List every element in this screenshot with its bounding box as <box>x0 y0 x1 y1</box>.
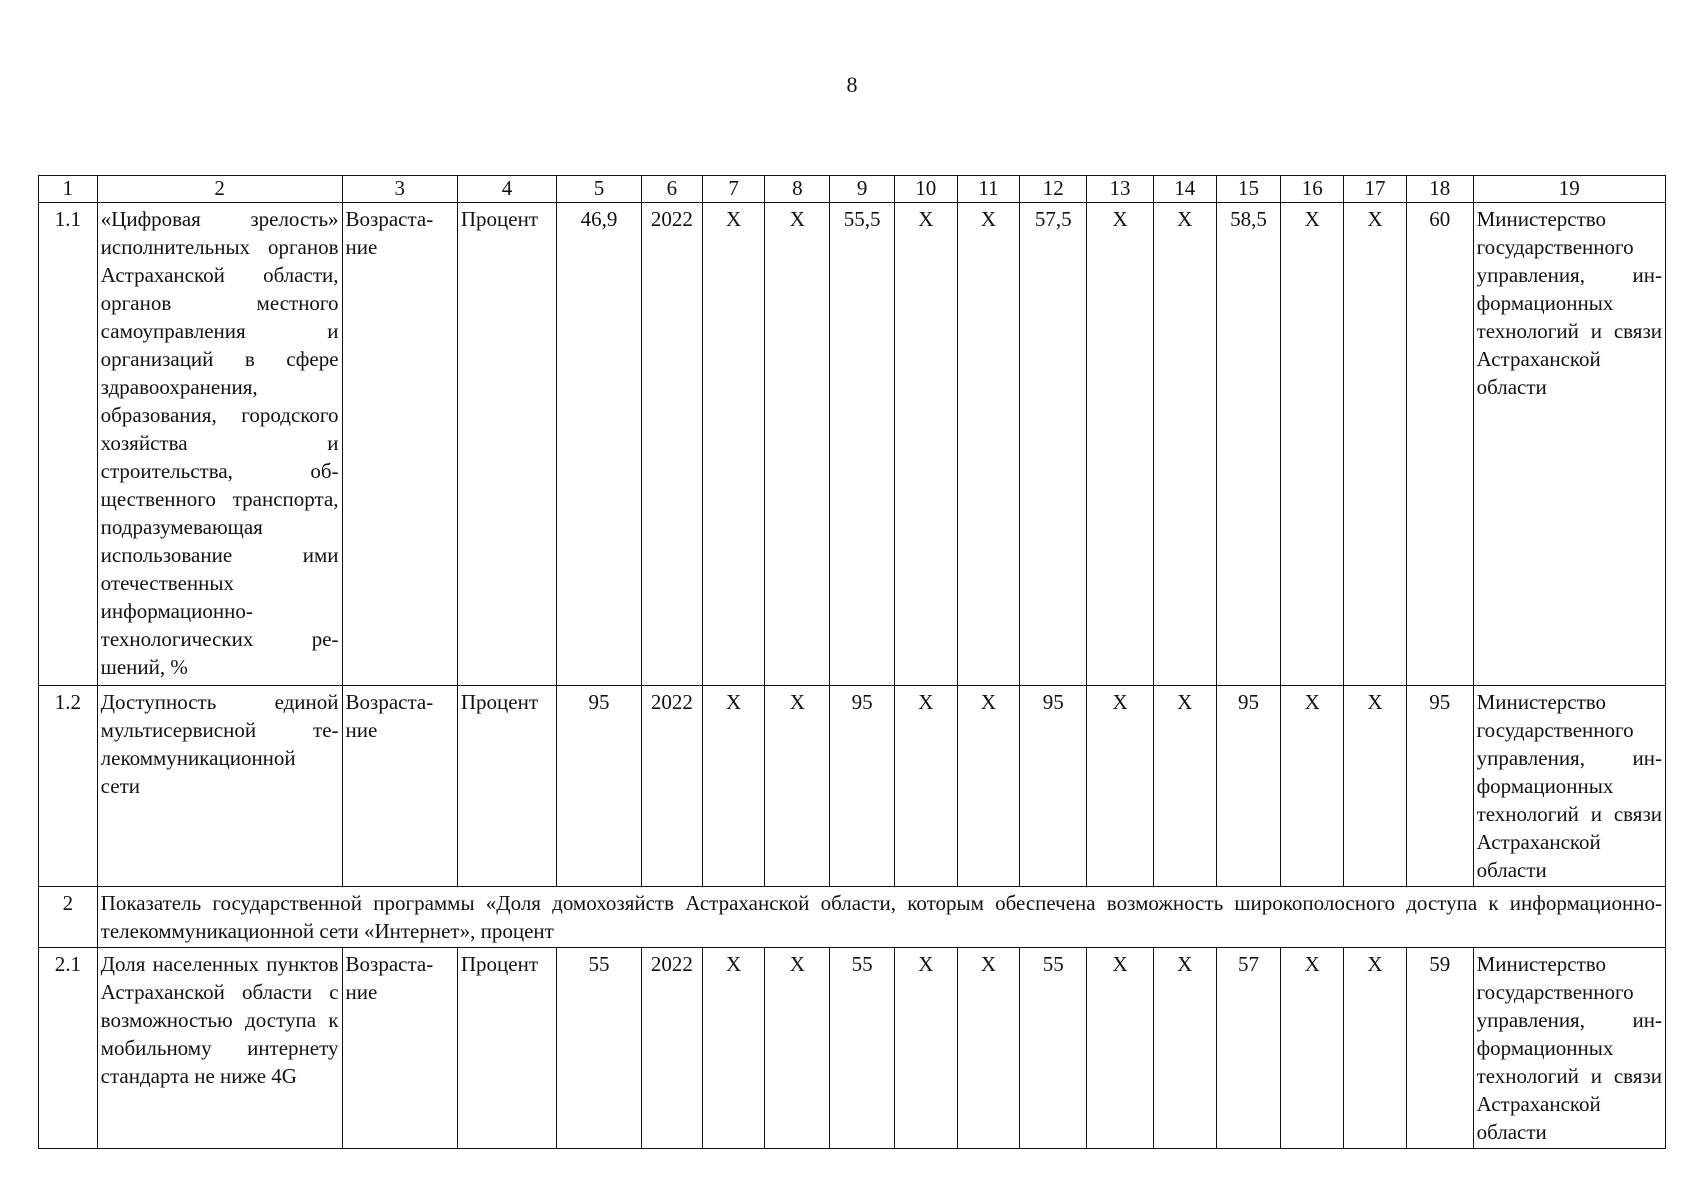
col-header: 14 <box>1153 176 1216 203</box>
value-cell: Х <box>1087 948 1154 1149</box>
indicators-table <box>38 175 1666 1149</box>
table-row <box>39 948 1666 1149</box>
base-value: 55 <box>557 948 642 1149</box>
col-header: 15 <box>1216 176 1281 203</box>
table-row <box>39 203 1666 686</box>
base-year: 2022 <box>642 203 703 686</box>
col-header: 8 <box>765 176 830 203</box>
col-header: 16 <box>1281 176 1344 203</box>
value-cell: Х <box>702 686 765 887</box>
value-cell: 58,5 <box>1216 203 1281 686</box>
indicator-name: Доступность единой мультисервисной телекоммуникационной сети <box>97 686 342 887</box>
indicator-type: Возрастание <box>342 948 457 1149</box>
value-cell: Х <box>957 203 1020 686</box>
value-cell: Х <box>894 948 957 1149</box>
value-cell: Х <box>1281 203 1344 686</box>
indicator-unit: Процент <box>457 948 556 1149</box>
value-cell: Х <box>957 686 1020 887</box>
value-cell: Х <box>702 203 765 686</box>
section-number: 2 <box>39 887 98 948</box>
col-header: 18 <box>1406 176 1473 203</box>
col-header: 3 <box>342 176 457 203</box>
value-cell: 95 <box>830 686 895 887</box>
value-cell: Х <box>1153 686 1216 887</box>
value-cell: Х <box>765 686 830 887</box>
value-cell: 95 <box>1406 686 1473 887</box>
value-cell: Х <box>1153 203 1216 686</box>
base-value: 95 <box>557 686 642 887</box>
indicator-type: Возрастание <box>342 203 457 686</box>
col-header: 19 <box>1473 176 1665 203</box>
table-row <box>39 686 1666 887</box>
section-row <box>39 887 1666 948</box>
value-cell: Х <box>894 203 957 686</box>
value-cell: Х <box>765 948 830 1149</box>
value-cell: 55,5 <box>830 203 895 686</box>
value-cell: 95 <box>1020 686 1087 887</box>
value-cell: Х <box>957 948 1020 1149</box>
value-cell: 57 <box>1216 948 1281 1149</box>
value-cell: Х <box>1087 203 1154 686</box>
col-header: 4 <box>457 176 556 203</box>
indicator-name: Доля населенных пунктов Астраханской области с возможностью доступа к мобильному интернету стандарта не ниже 4G <box>97 948 342 1149</box>
header-row <box>39 176 1666 203</box>
base-year: 2022 <box>642 948 703 1149</box>
col-header: 7 <box>702 176 765 203</box>
col-header: 10 <box>894 176 957 203</box>
row-number: 1.1 <box>39 203 98 686</box>
responsible-body: Министерство государственного управления, информационных технологий и связи Астраханской области <box>1473 203 1665 686</box>
value-cell: Х <box>1281 686 1344 887</box>
col-header: 11 <box>957 176 1020 203</box>
value-cell: 60 <box>1406 203 1473 686</box>
value-cell: Х <box>1087 686 1154 887</box>
base-year: 2022 <box>642 686 703 887</box>
col-header: 13 <box>1087 176 1154 203</box>
col-header: 5 <box>557 176 642 203</box>
value-cell: Х <box>702 948 765 1149</box>
value-cell: 55 <box>1020 948 1087 1149</box>
value-cell: Х <box>765 203 830 686</box>
responsible-body: Министерство государственного управления, информационных технологий и связи Астраханской области <box>1473 686 1665 887</box>
value-cell: 59 <box>1406 948 1473 1149</box>
value-cell: Х <box>1344 203 1407 686</box>
col-header: 17 <box>1344 176 1407 203</box>
col-header: 12 <box>1020 176 1087 203</box>
value-cell: Х <box>1281 948 1344 1149</box>
base-value: 46,9 <box>557 203 642 686</box>
row-number: 2.1 <box>39 948 98 1149</box>
col-header: 9 <box>830 176 895 203</box>
indicator-name: «Цифровая зрелость» исполнительных органов Астраханской области, органов местного самоуправления и организаций в сфере здравоохранения, образования, городского хозяйства и строительства, общественного транспорта, подразумевающая использование ими отечественных информационно-технологических решений, % <box>97 203 342 686</box>
col-header: 2 <box>97 176 342 203</box>
value-cell: Х <box>894 686 957 887</box>
section-title: Показатель государственной программы «Доля домохозяйств Астраханской области, которым обеспечена возможность широкополосного доступа к информационно-телекоммуникационной сети «Интернет», процент <box>97 887 1665 948</box>
indicator-unit: Процент <box>457 203 556 686</box>
col-header: 6 <box>642 176 703 203</box>
page-number: 8 <box>846 72 858 97</box>
value-cell: 95 <box>1216 686 1281 887</box>
col-header: 1 <box>39 176 98 203</box>
indicator-unit: Процент <box>457 686 556 887</box>
value-cell: 55 <box>830 948 895 1149</box>
indicator-type: Возрастание <box>342 686 457 887</box>
responsible-body: Министерство государственного управления, информационных технологий и связи Астраханской области <box>1473 948 1665 1149</box>
value-cell: Х <box>1344 686 1407 887</box>
row-number: 1.2 <box>39 686 98 887</box>
value-cell: Х <box>1344 948 1407 1149</box>
value-cell: Х <box>1153 948 1216 1149</box>
value-cell: 57,5 <box>1020 203 1087 686</box>
